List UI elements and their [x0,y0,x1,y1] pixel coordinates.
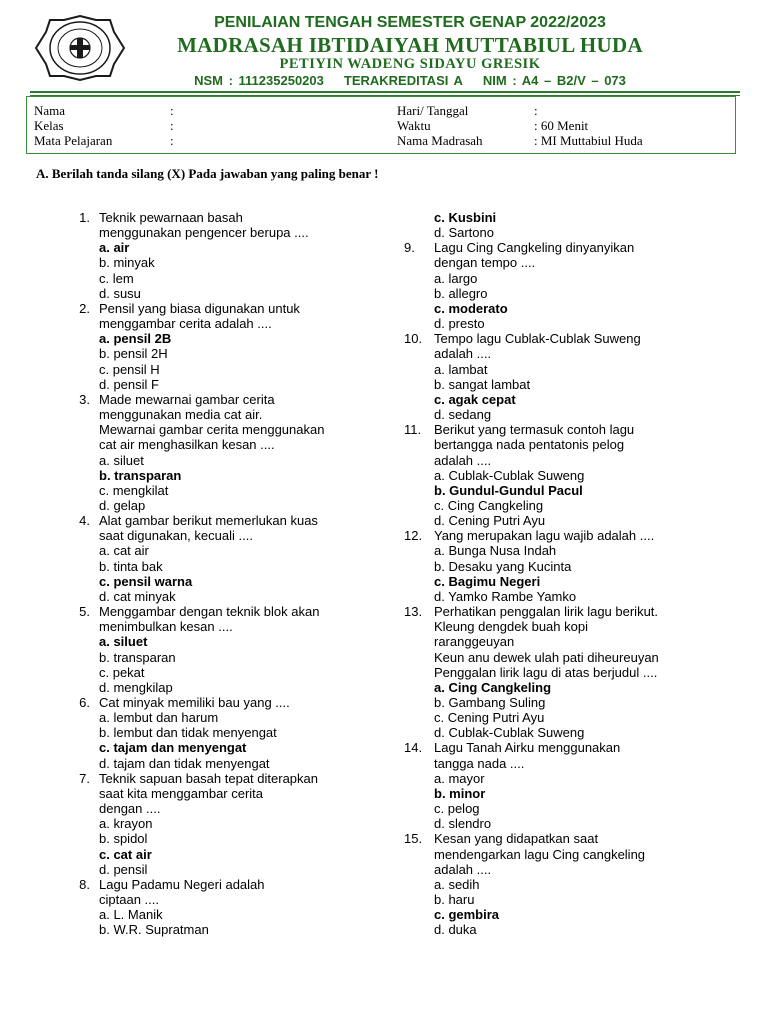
school-logo [34,14,126,82]
answer-option-correct: c. Kusbini [434,210,497,225]
question-item [404,528,704,604]
question-text: Keun anu dewek ulah pati diheureuyan [434,649,659,665]
answer-option: d. gelap [99,497,146,513]
answer-option: b. transparan [99,649,176,665]
school-address: PETIYIN WADENG SIDAYU GRESIK [279,56,541,72]
answer-option: d. mengkilap [99,679,173,695]
question-text: menggambar cerita adalah .... [99,316,272,332]
question-item [404,422,704,528]
answer-option-correct: a. Cing Cangkeling [434,679,552,695]
answer-option: a. lambat [434,361,488,377]
mapel-label: Mata Pelajaran [34,133,113,148]
answer-option: a. Bunga Nusa Indah [434,543,557,559]
question-text: Teknik sapuan basah tepat diterapkan [99,770,318,786]
question-text: Lagu Padamu Negeri adalah [99,876,265,892]
kelas-sep: : [170,118,174,133]
question-number: 1. [79,210,90,225]
school-name: MADRASAH IBTIDAIYAH MUTTABIUL HUDA [177,33,643,57]
answer-option: b. Gambang Suling [434,695,546,710]
question-text: Teknik pewarnaan basah [99,210,243,225]
question-item [74,771,374,877]
answer-option: c. Cening Putri Ayu [434,710,545,726]
answer-option: b. Desaku yang Kucinta [434,558,572,574]
answer-option-correct: a. pensil 2B [99,331,172,347]
question-item [74,301,374,392]
mapel-sep: : [170,133,174,148]
answer-option: b. allegro [434,285,488,301]
hari-label: Hari/ Tanggal [397,103,469,118]
school-identifiers [130,73,690,88]
header-divider [30,91,740,93]
nama-sep: : [170,103,174,118]
question-item [74,392,374,513]
nim: NIM : A4 – B2/V – 073 [482,73,626,88]
question-text: Pensil yang biasa digunakan untuk [99,300,300,316]
answer-option-correct: b. minor [434,785,486,801]
hari-sep: : [534,103,538,118]
question-number: 9. [404,240,415,256]
madrasah-value: : MI Muttabiul Huda [534,133,643,148]
question-item [74,877,374,938]
answer-option: b. lembut dan tidak menyengat [99,725,277,741]
answer-option: d. sedang [434,407,492,423]
question-number: 13. [404,604,423,620]
question-text: mendengarkan lagu Cing cangkeling [434,846,646,862]
answer-option: d. Cening Putri Ayu [434,513,546,529]
answer-option: d. presto [434,316,485,332]
question-text: adalah .... [434,452,492,468]
question-item [74,695,374,771]
question-number: 12. [404,528,423,544]
answer-option: d. slendro [434,816,492,832]
question-text: ciptaan .... [99,892,159,908]
question-text: adalah .... [434,861,492,877]
answer-option: a. Cublak-Cublak Suweng [434,467,585,483]
question-number: 10. [404,331,423,347]
question-text: saat digunakan, kecuali .... [99,528,253,544]
question-item [404,831,704,937]
question-item [74,210,374,301]
question-text: Alat gambar berikut memerlukan kuas [99,513,318,529]
answer-option-correct: c. agak cepat [434,391,516,407]
answer-option: d. Sartono [434,225,494,241]
answer-option-correct: c. pensil warna [99,573,193,589]
question-text: cat air menghasilkan kesan .... [99,437,275,453]
answer-option: a. mayor [434,770,485,786]
instruction: A. Berilah tanda silang (X) Pada jawaban yang paling benar ! [36,166,379,181]
answer-option: a. sedih [434,876,480,892]
answer-option: d. Yamko Rambe Yamko [434,588,577,604]
answer-option-correct: b. Gundul-Gundul Pacul [434,482,583,498]
question-text: adalah .... [434,346,492,362]
answer-option: d. pensil [99,861,148,877]
question-number: 14. [404,740,423,756]
question-text: bertangga nada pentatonis pelog [434,437,625,453]
question-text: dengan .... [99,801,161,817]
kelas-label: Kelas [34,118,64,133]
question-item [74,513,374,604]
answer-option: d. cat minyak [99,588,176,604]
questions-left-column [74,210,374,938]
answer-option: c. lem [99,270,134,286]
question-text: Menggambar dengan teknik blok akan [99,604,320,620]
question-text: Kleung dengdek buah kopi [434,619,588,635]
question-text: Lagu Tanah Airku menggunakan [434,740,621,756]
questions-right-column [404,210,704,938]
question-text: Cat minyak memiliki bau yang .... [99,695,290,710]
answer-option: a. largo [434,270,478,286]
question-text: Berikut yang termasuk contoh lagu [434,422,635,438]
waktu-value: : 60 Menit [534,118,589,133]
question-text: Yang merupakan lagu wajib adalah .... [434,528,655,544]
answer-option: c. Cing Cangkeling [434,497,544,513]
question-text: dengan tempo .... [434,255,536,271]
answer-option: a. L. Manik [99,907,163,923]
answer-option: a. siluet [99,452,144,468]
question-number: 7. [79,770,90,786]
answer-option: b. W.R. Supratman [99,922,209,938]
nsm: NSM : 111235250203 [194,73,324,88]
answer-option-correct: c. cat air [99,846,152,862]
question-text: Made mewarnai gambar cerita [99,391,275,407]
question-text: raranggeuyan [434,634,515,650]
answer-option: d. susu [99,285,141,301]
answer-option-correct: a. siluet [99,634,148,650]
answer-option-correct: c. tajam dan menyengat [99,740,247,756]
answer-option: d. pensil F [99,376,159,392]
answer-option: d. tajam dan tidak menyengat [99,755,270,771]
answer-option: b. tinta bak [99,558,163,574]
answer-option: b. pensil 2H [99,346,168,362]
question-item [404,240,704,331]
question-item [74,604,374,695]
question-text: menggunakan media cat air. [99,407,263,423]
question-text: Tempo lagu Cublak-Cublak Suweng [434,331,641,347]
answer-option-correct: c. gembira [434,907,500,923]
answer-option: b. spidol [99,831,148,847]
question-number: 8. [79,876,90,892]
question-item [404,210,704,240]
answer-option: b. sangat lambat [434,376,531,392]
question-text: saat kita menggambar cerita [99,785,264,801]
answer-option-correct: a. air [99,240,130,256]
answer-option: c. pensil H [99,361,160,377]
question-text: Lagu Cing Cangkeling dinyanyikan [434,240,635,256]
madrasah-label: Nama Madrasah [397,133,483,148]
answer-option: b. haru [434,892,475,908]
answer-option: c. pelog [434,801,480,817]
answer-option: d. Cublak-Cublak Suweng [434,725,585,741]
question-number: 5. [79,604,90,620]
answer-option: a. cat air [99,543,149,559]
question-text: Kesan yang didapatkan saat [434,831,599,847]
question-item [404,604,704,740]
answer-option: a. lembut dan harum [99,710,219,726]
answer-option: d. duka [434,922,477,938]
accreditation: TERAKREDITASI A [343,73,463,88]
answer-option-correct: c. moderato [434,300,508,316]
nama-label: Nama [34,103,66,118]
question-item [404,740,704,831]
answer-option: a. krayon [99,816,153,832]
question-number: 3. [79,391,90,407]
question-text: Penggalan lirik lagu di atas berjudul .... [434,664,658,680]
question-text: menggunakan pengencer berupa .... [99,225,309,241]
question-number: 2. [79,300,90,316]
question-number: 15. [404,831,423,847]
question-text: Mewarnai gambar cerita menggunakan [99,422,325,438]
question-text: Perhatikan penggalan lirik lagu berikut. [434,604,659,620]
answer-option-correct: c. Bagimu Negeri [434,573,541,589]
question-text: tangga nada .... [434,755,525,771]
question-text: menimbulkan kesan .... [99,619,233,635]
question-number: 6. [79,695,90,710]
waktu-label: Waktu [397,118,431,133]
question-item [404,331,704,422]
question-number: 11. [404,422,422,438]
answer-option: b. minyak [99,255,155,271]
question-number: 4. [79,513,90,529]
exam-title: PENILAIAN TENGAH SEMESTER GENAP 2022/2023 [214,14,606,31]
answer-option: c. mengkilat [99,482,169,498]
answer-option: c. pekat [99,664,145,680]
answer-option-correct: b. transparan [99,467,182,483]
